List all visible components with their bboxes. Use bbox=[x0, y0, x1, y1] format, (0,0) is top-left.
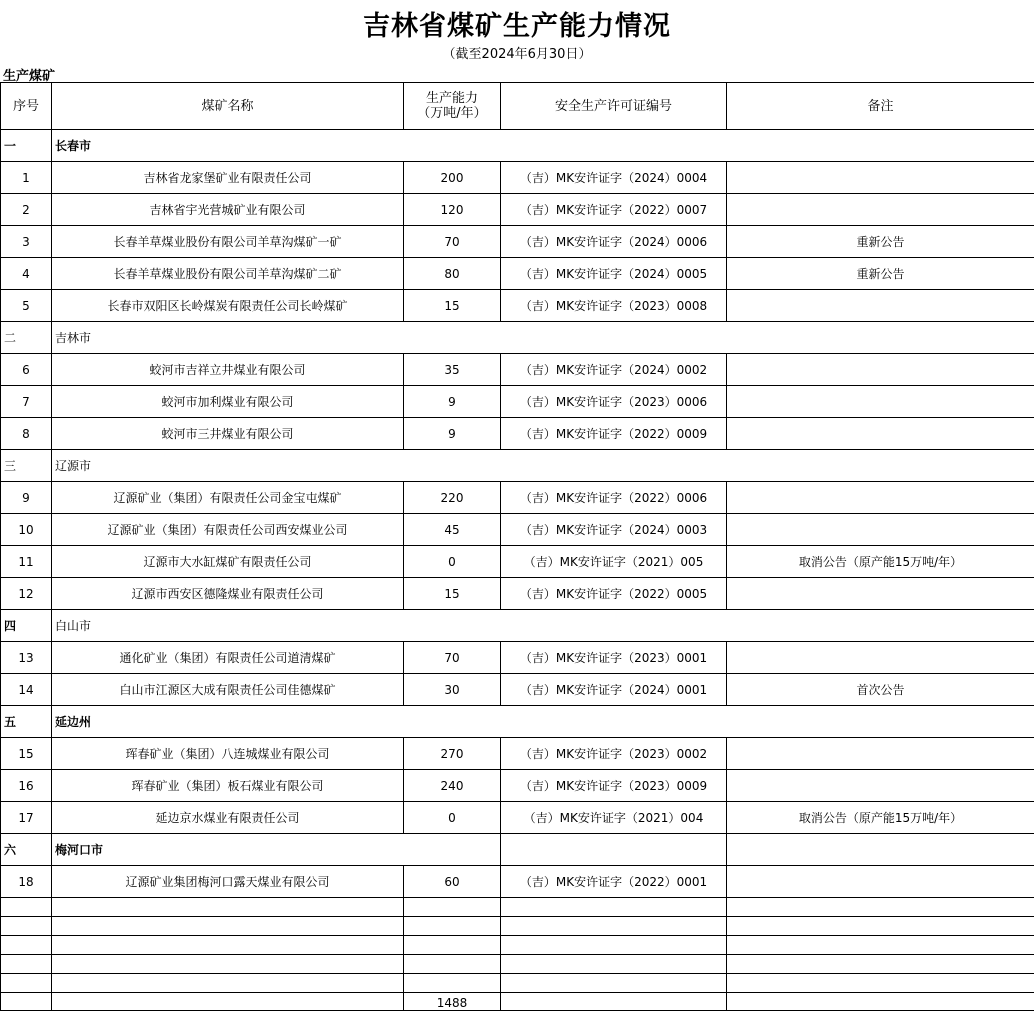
empty-cell bbox=[727, 936, 1034, 955]
remark bbox=[727, 514, 1034, 546]
license-number: （吉）MK安许证字（2022）0006 bbox=[501, 482, 727, 514]
mine-capacity: 60 bbox=[404, 866, 501, 898]
group-name: 白山市 bbox=[52, 610, 1034, 642]
mine-name: 辽源矿业（集团）有限责任公司金宝屯煤矿 bbox=[52, 482, 404, 514]
group-row bbox=[1, 450, 1034, 482]
table-row bbox=[1, 802, 1034, 834]
header-remark: 备注 bbox=[727, 83, 1034, 130]
empty-cell bbox=[404, 936, 501, 955]
license-number: （吉）MK安许证字（2024）0002 bbox=[501, 354, 727, 386]
group-row bbox=[1, 610, 1034, 642]
mine-capacity: 240 bbox=[404, 770, 501, 802]
row-number: 2 bbox=[1, 194, 52, 226]
row-number: 1 bbox=[1, 162, 52, 194]
remark bbox=[727, 194, 1034, 226]
empty-cell bbox=[1, 974, 52, 993]
group-name: 延边州 bbox=[52, 706, 1034, 738]
total-row bbox=[1, 993, 1034, 1011]
mine-name: 珲春矿业（集团）板石煤业有限公司 bbox=[52, 770, 404, 802]
mine-name: 辽源市大水缸煤矿有限责任公司 bbox=[52, 546, 404, 578]
blank-row bbox=[1, 898, 1034, 917]
row-number: 13 bbox=[1, 642, 52, 674]
license-number: （吉）MK安许证字（2023）0002 bbox=[501, 738, 727, 770]
table-row bbox=[1, 258, 1034, 290]
empty-cell bbox=[1, 917, 52, 936]
remark bbox=[727, 738, 1034, 770]
mine-capacity: 9 bbox=[404, 418, 501, 450]
mine-capacity: 30 bbox=[404, 674, 501, 706]
group-number: 六 bbox=[1, 834, 52, 866]
table-row bbox=[1, 674, 1034, 706]
mine-capacity: 9 bbox=[404, 386, 501, 418]
mine-name: 辽源矿业集团梅河口露天煤业有限公司 bbox=[52, 866, 404, 898]
table-row bbox=[1, 226, 1034, 258]
page-title: 吉林省煤矿生产能力情况 bbox=[363, 11, 671, 42]
mine-name: 蛟河市吉祥立井煤业有限公司 bbox=[52, 354, 404, 386]
header-name: 煤矿名称 bbox=[52, 83, 404, 130]
mine-capacity: 270 bbox=[404, 738, 501, 770]
empty-cell bbox=[404, 974, 501, 993]
remark bbox=[727, 162, 1034, 194]
header-capacity-line2: （万吨/年） bbox=[417, 106, 487, 121]
empty-cell bbox=[501, 898, 727, 917]
empty-cell bbox=[501, 917, 727, 936]
mine-name: 辽源矿业（集团）有限责任公司西安煤业公司 bbox=[52, 514, 404, 546]
group-number: 一 bbox=[1, 130, 52, 162]
license-number: （吉）MK安许证字（2022）0007 bbox=[501, 194, 727, 226]
empty-cell bbox=[52, 955, 404, 974]
remark bbox=[727, 642, 1034, 674]
license-number: （吉）MK安许证字（2024）0004 bbox=[501, 162, 727, 194]
header-license: 安全生产许可证编号 bbox=[501, 83, 727, 130]
table-row bbox=[1, 770, 1034, 802]
empty-cell bbox=[727, 974, 1034, 993]
row-number: 9 bbox=[1, 482, 52, 514]
row-number: 5 bbox=[1, 290, 52, 322]
group-row bbox=[1, 834, 1034, 866]
header-capacity-line1: 生产能力 bbox=[425, 91, 478, 106]
group-number: 五 bbox=[1, 706, 52, 738]
license-number: （吉）MK安许证字（2023）0001 bbox=[501, 642, 727, 674]
mine-name: 辽源市西安区德隆煤业有限责任公司 bbox=[52, 578, 404, 610]
empty-cell bbox=[727, 917, 1034, 936]
license-number: （吉）MK安许证字（2024）0005 bbox=[501, 258, 727, 290]
empty-cell bbox=[501, 936, 727, 955]
blank-row bbox=[1, 974, 1034, 993]
mine-name: 延边京水煤业有限责任公司 bbox=[52, 802, 404, 834]
mine-name: 吉林省龙家堡矿业有限责任公司 bbox=[52, 162, 404, 194]
remark: 重新公告 bbox=[727, 226, 1034, 258]
table-row bbox=[1, 290, 1034, 322]
mine-name: 吉林省宇光营城矿业有限公司 bbox=[52, 194, 404, 226]
row-number: 7 bbox=[1, 386, 52, 418]
license-number: （吉）MK安许证字（2024）0001 bbox=[501, 674, 727, 706]
group-name: 梅河口市 bbox=[52, 834, 501, 866]
coal-mine-table bbox=[0, 82, 1034, 1011]
group-row bbox=[1, 130, 1034, 162]
mine-name: 珲春矿业（集团）八连城煤业有限公司 bbox=[52, 738, 404, 770]
mine-name: 通化矿业（集团）有限责任公司道清煤矿 bbox=[52, 642, 404, 674]
mine-capacity: 0 bbox=[404, 802, 501, 834]
row-number: 14 bbox=[1, 674, 52, 706]
mine-capacity: 120 bbox=[404, 194, 501, 226]
empty-cell bbox=[52, 936, 404, 955]
remark bbox=[727, 354, 1034, 386]
empty-cell bbox=[404, 898, 501, 917]
license-number: （吉）MK安许证字（2024）0003 bbox=[501, 514, 727, 546]
row-number: 10 bbox=[1, 514, 52, 546]
group-number: 四 bbox=[1, 610, 52, 642]
row-number: 12 bbox=[1, 578, 52, 610]
remark bbox=[727, 482, 1034, 514]
section-label: 生产煤矿 bbox=[3, 69, 56, 84]
license-number: （吉）MK安许证字（2023）0006 bbox=[501, 386, 727, 418]
license-number: （吉）MK安许证字（2021）005 bbox=[501, 546, 727, 578]
remark: 取消公告（原产能15万吨/年） bbox=[727, 546, 1034, 578]
remark: 重新公告 bbox=[727, 258, 1034, 290]
header-row bbox=[1, 83, 1034, 130]
mine-capacity: 0 bbox=[404, 546, 501, 578]
table-row bbox=[1, 546, 1034, 578]
mine-capacity: 200 bbox=[404, 162, 501, 194]
mine-capacity: 35 bbox=[404, 354, 501, 386]
mine-capacity: 80 bbox=[404, 258, 501, 290]
remark: 取消公告（原产能15万吨/年） bbox=[727, 802, 1034, 834]
empty-cell bbox=[501, 974, 727, 993]
row-number: 8 bbox=[1, 418, 52, 450]
table-row bbox=[1, 738, 1034, 770]
empty-cell bbox=[404, 917, 501, 936]
empty-cell bbox=[727, 993, 1034, 1011]
empty-cell bbox=[501, 993, 727, 1011]
blank-row bbox=[1, 955, 1034, 974]
mine-capacity: 45 bbox=[404, 514, 501, 546]
license-number: （吉）MK安许证字（2023）0009 bbox=[501, 770, 727, 802]
empty-cell bbox=[1, 955, 52, 974]
empty-cell bbox=[1, 936, 52, 955]
empty-cell bbox=[501, 834, 727, 866]
mine-name: 蛟河市加利煤业有限公司 bbox=[52, 386, 404, 418]
remark bbox=[727, 386, 1034, 418]
total-capacity: 1488 bbox=[404, 993, 501, 1011]
empty-cell bbox=[1, 993, 52, 1011]
empty-cell bbox=[404, 955, 501, 974]
table-row bbox=[1, 418, 1034, 450]
table-row bbox=[1, 514, 1034, 546]
license-number: （吉）MK安许证字（2023）0008 bbox=[501, 290, 727, 322]
mine-name: 长春市双阳区长岭煤炭有限责任公司长岭煤矿 bbox=[52, 290, 404, 322]
table-row bbox=[1, 866, 1034, 898]
mine-capacity: 220 bbox=[404, 482, 501, 514]
empty-cell bbox=[52, 974, 404, 993]
row-number: 18 bbox=[1, 866, 52, 898]
table-row bbox=[1, 386, 1034, 418]
remark bbox=[727, 866, 1034, 898]
row-number: 4 bbox=[1, 258, 52, 290]
table-row bbox=[1, 578, 1034, 610]
license-number: （吉）MK安许证字（2022）0009 bbox=[501, 418, 727, 450]
table-row bbox=[1, 642, 1034, 674]
remark bbox=[727, 290, 1034, 322]
table-row bbox=[1, 162, 1034, 194]
row-number: 16 bbox=[1, 770, 52, 802]
group-name: 长春市 bbox=[52, 130, 1034, 162]
remark bbox=[727, 418, 1034, 450]
group-number: 二 bbox=[1, 322, 52, 354]
group-number: 三 bbox=[1, 450, 52, 482]
mine-capacity: 15 bbox=[404, 578, 501, 610]
license-number: （吉）MK安许证字（2022）0005 bbox=[501, 578, 727, 610]
group-row bbox=[1, 322, 1034, 354]
mine-capacity: 15 bbox=[404, 290, 501, 322]
mine-name: 白山市江源区大成有限责任公司佳德煤矿 bbox=[52, 674, 404, 706]
row-number: 6 bbox=[1, 354, 52, 386]
row-number: 11 bbox=[1, 546, 52, 578]
page-subtitle: （截至2024年6月30日） bbox=[442, 47, 592, 62]
blank-row bbox=[1, 917, 1034, 936]
mine-capacity: 70 bbox=[404, 226, 501, 258]
table-row bbox=[1, 194, 1034, 226]
table-row bbox=[1, 482, 1034, 514]
row-number: 3 bbox=[1, 226, 52, 258]
table-row bbox=[1, 354, 1034, 386]
empty-cell bbox=[52, 993, 404, 1011]
header-capacity bbox=[404, 83, 501, 130]
empty-cell bbox=[727, 955, 1034, 974]
license-number: （吉）MK安许证字（2024）0006 bbox=[501, 226, 727, 258]
remark bbox=[727, 578, 1034, 610]
group-name: 辽源市 bbox=[52, 450, 1034, 482]
mine-name: 长春羊草煤业股份有限公司羊草沟煤矿二矿 bbox=[52, 258, 404, 290]
license-number: （吉）MK安许证字（2021）004 bbox=[501, 802, 727, 834]
empty-cell bbox=[52, 917, 404, 936]
header-no: 序号 bbox=[1, 83, 52, 130]
mine-name: 蛟河市三井煤业有限公司 bbox=[52, 418, 404, 450]
row-number: 17 bbox=[1, 802, 52, 834]
blank-row bbox=[1, 936, 1034, 955]
empty-cell bbox=[727, 834, 1034, 866]
empty-cell bbox=[727, 898, 1034, 917]
row-number: 15 bbox=[1, 738, 52, 770]
mine-name: 长春羊草煤业股份有限公司羊草沟煤矿一矿 bbox=[52, 226, 404, 258]
license-number: （吉）MK安许证字（2022）0001 bbox=[501, 866, 727, 898]
group-name: 吉林市 bbox=[52, 322, 1034, 354]
empty-cell bbox=[501, 955, 727, 974]
remark bbox=[727, 770, 1034, 802]
group-row bbox=[1, 706, 1034, 738]
remark: 首次公告 bbox=[727, 674, 1034, 706]
empty-cell bbox=[1, 898, 52, 917]
mine-capacity: 70 bbox=[404, 642, 501, 674]
empty-cell bbox=[52, 898, 404, 917]
